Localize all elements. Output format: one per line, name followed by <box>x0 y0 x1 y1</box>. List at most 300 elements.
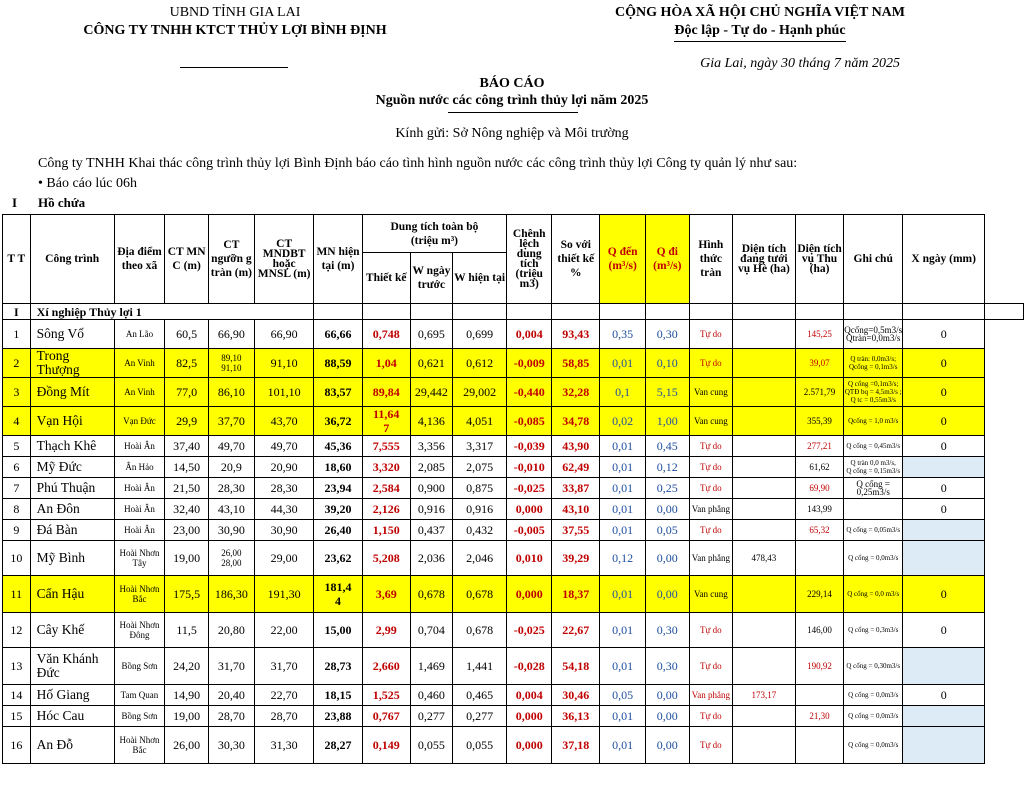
cell-he: 173,17 <box>733 685 796 706</box>
cell-wnt: 0,678 <box>410 576 452 613</box>
cell-x: 0 <box>903 576 985 613</box>
cell-chenh: -0,009 <box>507 349 552 378</box>
cell-he <box>733 457 796 478</box>
cell-tt: 3 <box>3 378 31 407</box>
cell-wht: 1,441 <box>453 648 507 685</box>
cell-ctmndbt: 44,30 <box>254 499 314 520</box>
cell-wht: 0,432 <box>453 520 507 541</box>
cell-ctmndbt: 28,30 <box>254 478 314 499</box>
national-motto: Độc lập - Tự do - Hạnh phúc <box>674 22 845 42</box>
cell-thu: 143,99 <box>795 499 844 520</box>
cell-chenh: -0,039 <box>507 436 552 457</box>
cell-so: 93,43 <box>552 320 600 349</box>
cell-ctnt: 30,30 <box>208 727 254 764</box>
cell-qden: 0,35 <box>600 320 646 349</box>
cell-place: Hoài Ân <box>114 436 165 457</box>
cell-note: Q cống = 0,0m3/s <box>844 706 903 727</box>
cell-ctmnc: 37,40 <box>165 436 209 457</box>
cell-wht: 0,465 <box>453 685 507 706</box>
cell-wnt: 3,356 <box>410 436 452 457</box>
col-mn: MN hiện tại (m) <box>314 215 362 304</box>
report-subtitle-text: Nguồn nước các công trình thủy lợi năm 2025 <box>375 93 649 108</box>
cell-he: 478,43 <box>733 541 796 576</box>
cell-note: Q tràn 0,0 m3/s, Q cống = 0,15m3/s <box>844 457 903 478</box>
cell-chenh: 0,010 <box>507 541 552 576</box>
cell-qdi: 0,45 <box>645 436 689 457</box>
cell-tk: 0,748 <box>362 320 410 349</box>
cell-qden: 0,01 <box>600 457 646 478</box>
cell-qden: 0,01 <box>600 648 646 685</box>
cell-wht: 0,055 <box>453 727 507 764</box>
cell-ctmndbt: 91,10 <box>254 349 314 378</box>
cell-thu: 277,21 <box>795 436 844 457</box>
cell-ctmnc: 26,00 <box>165 727 209 764</box>
cell-thu: 355,39 <box>795 407 844 436</box>
cell-tt: 8 <box>3 499 31 520</box>
cell-tt: 13 <box>3 648 31 685</box>
cell-thu <box>795 541 844 576</box>
cell-he <box>733 499 796 520</box>
cell-thu <box>795 727 844 764</box>
col-ctmnc: CT MN C (m) <box>165 215 209 304</box>
cell-note: Q cống = 0,3m3/s <box>844 613 903 648</box>
cell-wht: 0,916 <box>453 499 507 520</box>
cell-ctmnc: 82,5 <box>165 349 209 378</box>
cell-hinh: Van phẳng <box>689 499 732 520</box>
cell-so: 37,55 <box>552 520 600 541</box>
cell-qdi: 0,12 <box>645 457 689 478</box>
cell-qden: 0,01 <box>600 727 646 764</box>
cell-he <box>733 613 796 648</box>
cell-tt: 4 <box>3 407 31 436</box>
cell-thu: 39,07 <box>795 349 844 378</box>
cell-x <box>903 727 985 764</box>
cell-qdi: 0,00 <box>645 541 689 576</box>
cell-qdi: 0,30 <box>645 613 689 648</box>
cell-qdi: 0,00 <box>645 706 689 727</box>
cell-x <box>903 648 985 685</box>
cell-qden: 0,01 <box>600 520 646 541</box>
cell-mn: 36,72 <box>314 407 362 436</box>
cell-he <box>733 706 796 727</box>
cell-mn: 23,94 <box>314 478 362 499</box>
cell-thu: 69,90 <box>795 478 844 499</box>
cell-tt: 11 <box>3 576 31 613</box>
cell-thu: 21,30 <box>795 706 844 727</box>
col-chenh: Chênh lệch dung tích (triệu m3) <box>507 215 552 304</box>
table-row <box>3 320 1024 349</box>
cell-name: Phú Thuận <box>30 478 114 499</box>
cell-qdi: 0,00 <box>645 576 689 613</box>
cell-so: 32,28 <box>552 378 600 407</box>
col-tk: Thiết kế <box>362 253 410 304</box>
cell-hinh: Tự do <box>689 320 732 349</box>
report-title: BÁO CÁO <box>479 76 545 91</box>
cell-tt: 16 <box>3 727 31 764</box>
cell-tk: 11,64 7 <box>362 407 410 436</box>
col-hinh: Hình thức tràn <box>689 215 732 304</box>
cell-ctmndbt: 66,90 <box>254 320 314 349</box>
cell-qdi: 0,05 <box>645 520 689 541</box>
cell-ctnt: 37,70 <box>208 407 254 436</box>
cell-chenh: 0,004 <box>507 320 552 349</box>
cell-mn: 23,88 <box>314 706 362 727</box>
cell-wnt: 29,442 <box>410 378 452 407</box>
cell-ctnt: 86,10 <box>208 378 254 407</box>
cell-qdi: 0,30 <box>645 648 689 685</box>
section-label: Hồ chứa <box>38 195 86 210</box>
cell-tk: 89,84 <box>362 378 410 407</box>
reservoir-table <box>2 214 1024 764</box>
cell-he <box>733 320 796 349</box>
dung-tich-unit: (triệu m³) <box>410 234 459 247</box>
cell-wht: 0,277 <box>453 706 507 727</box>
cell-thu: 2.571,79 <box>795 378 844 407</box>
cell-ctmndbt: 49,70 <box>254 436 314 457</box>
cell-place: Vạn Đức <box>114 407 165 436</box>
cell-so: 43,10 <box>552 499 600 520</box>
cell-name: Mỹ Đức <box>30 457 114 478</box>
cell-wnt: 1,469 <box>410 648 452 685</box>
report-intro: Công ty TNHH Khai thác công trình thủy lợi Bình Định báo cáo tình hình nguồn nước các công trình thủy lợi Công ty quản lý như sau: <box>38 156 798 171</box>
cell-tt: 5 <box>3 436 31 457</box>
cell-tk: 0,149 <box>362 727 410 764</box>
cell-qden: 0,02 <box>600 407 646 436</box>
report-recipient: Kính gửi: Sở Nông nghiệp và Môi trường <box>395 126 629 141</box>
col-ctnt: CT ngưỡn g tràn (m) <box>208 215 254 304</box>
cell-chenh: -0,028 <box>507 648 552 685</box>
col-ghichu: Ghi chú <box>844 215 903 304</box>
cell-so: 54,18 <box>552 648 600 685</box>
section-heading <box>12 195 85 211</box>
table-row <box>3 648 1024 685</box>
cell-ctmnc: 14,90 <box>165 685 209 706</box>
cell-wht: 3,317 <box>453 436 507 457</box>
cell-tt: 15 <box>3 706 31 727</box>
col-place: Địa điểm theo xã <box>114 215 165 304</box>
cell-ctmndbt: 31,30 <box>254 727 314 764</box>
cell-qden: 0,01 <box>600 499 646 520</box>
cell-hinh: Tự do <box>689 727 732 764</box>
cell-wht: 0,678 <box>453 576 507 613</box>
cell-qden: 0,01 <box>600 613 646 648</box>
cell-tk: 5,208 <box>362 541 410 576</box>
cell-place: Ân Hảo <box>114 457 165 478</box>
cell-tt: 2 <box>3 349 31 378</box>
cell-wht: 4,051 <box>453 407 507 436</box>
cell-wht: 0,612 <box>453 349 507 378</box>
cell-x: 0 <box>903 685 985 706</box>
cell-he <box>733 436 796 457</box>
cell-hinh: Van cung <box>689 407 732 436</box>
cell-wht: 0,875 <box>453 478 507 499</box>
cell-tt: 1 <box>3 320 31 349</box>
col-so: So với thiết kế % <box>552 215 600 304</box>
org-name: CÔNG TY TNHH KTCT THỦY LỢI BÌNH ĐỊNH <box>83 23 387 38</box>
cell-ctnt: 20,9 <box>208 457 254 478</box>
cell-he <box>733 407 796 436</box>
cell-chenh: 0,000 <box>507 499 552 520</box>
cell-he <box>733 378 796 407</box>
cell-note: Q cống = 0,25m3/s <box>844 478 903 499</box>
cell-chenh: -0,005 <box>507 520 552 541</box>
table-row <box>3 576 1024 613</box>
cell-qden: 0,1 <box>600 378 646 407</box>
cell-name: Vạn Hội <box>30 407 114 436</box>
cell-place: Hoài Nhơn Tây <box>114 541 165 576</box>
cell-place: Hoài Ân <box>114 520 165 541</box>
col-dung-tich <box>362 215 507 253</box>
cell-ctmnc: 14,50 <box>165 457 209 478</box>
cell-hinh: Tự do <box>689 648 732 685</box>
cell-place: Bồng Sơn <box>114 706 165 727</box>
cell-so: 39,29 <box>552 541 600 576</box>
cell-ctmnc: 21,50 <box>165 478 209 499</box>
cell-ctnt: 43,10 <box>208 499 254 520</box>
cell-ctnt: 20,40 <box>208 685 254 706</box>
cell-name: Hố Giang <box>30 685 114 706</box>
cell-tk: 1,04 <box>362 349 410 378</box>
cell-tk: 3,69 <box>362 576 410 613</box>
cell-chenh: 0,004 <box>507 685 552 706</box>
cell-place: An Vinh <box>114 378 165 407</box>
cell-note: Q tràn: 0,0m3/s; Qcống = 0,1m3/s <box>844 349 903 378</box>
cell-thu: 61,62 <box>795 457 844 478</box>
report-date: Gia Lai, ngày 30 tháng 7 năm 2025 <box>700 56 900 71</box>
cell-qdi: 0,30 <box>645 320 689 349</box>
cell-qdi: 0,25 <box>645 478 689 499</box>
cell-name: Đá Bàn <box>30 520 114 541</box>
cell-chenh: 0,000 <box>507 706 552 727</box>
organization-header <box>60 4 410 40</box>
cell-hinh: Van cung <box>689 378 732 407</box>
col-qdi: Q đi (m³/s) <box>645 215 689 304</box>
cell-ctmndbt: 22,70 <box>254 685 314 706</box>
cell-chenh: 0,000 <box>507 727 552 764</box>
cell-note: Q cống = 0,30m3/s <box>844 648 903 685</box>
table-row <box>3 520 1024 541</box>
cell-qden: 0,01 <box>600 436 646 457</box>
col-x: X ngày (mm) <box>903 215 985 304</box>
cell-wnt: 0,460 <box>410 685 452 706</box>
cell-qden: 0,01 <box>600 349 646 378</box>
cell-note: Qcống = 1,0 m3/s <box>844 407 903 436</box>
cell-hinh: Van phẳng <box>689 685 732 706</box>
cell-he <box>733 349 796 378</box>
cell-wnt: 2,085 <box>410 457 452 478</box>
group-number: I <box>3 304 31 320</box>
cell-hinh: Van cung <box>689 576 732 613</box>
cell-tk: 2,99 <box>362 613 410 648</box>
cell-ctmndbt: 43,70 <box>254 407 314 436</box>
cell-mn: 26,40 <box>314 520 362 541</box>
section-number: I <box>12 195 18 210</box>
cell-x <box>903 706 985 727</box>
table-row <box>3 407 1024 436</box>
subtitle-underline <box>448 112 578 113</box>
cell-ctmnc: 11,5 <box>165 613 209 648</box>
cell-note: Q cống = 0,45m3/s <box>844 436 903 457</box>
cell-hinh: Tự do <box>689 457 732 478</box>
cell-place: Bồng Sơn <box>114 648 165 685</box>
table-row <box>3 727 1024 764</box>
col-dien-thu: Diện tích vụ Thu (ha) <box>795 215 844 304</box>
table-row <box>3 613 1024 648</box>
table-row <box>3 349 1024 378</box>
cell-so: 18,37 <box>552 576 600 613</box>
cell-qden: 0,01 <box>600 478 646 499</box>
cell-mn: 39,20 <box>314 499 362 520</box>
cell-qden: 0,05 <box>600 685 646 706</box>
col-dien-he: Diện tích đang tưới vụ Hè (ha) <box>733 215 796 304</box>
cell-note: Q cống = 0,0 m3/s <box>844 576 903 613</box>
col-name: Công trình <box>30 215 114 304</box>
cell-mn: 66,66 <box>314 320 362 349</box>
cell-so: 58,85 <box>552 349 600 378</box>
table-row <box>3 457 1024 478</box>
cell-name: Trong Thượng <box>30 349 114 378</box>
cell-ctnt: 66,90 <box>208 320 254 349</box>
cell-note <box>844 499 903 520</box>
cell-note: Q cống = 0,0m3/s <box>844 685 903 706</box>
table-row <box>3 478 1024 499</box>
cell-qdi: 0,00 <box>645 685 689 706</box>
cell-wnt: 0,695 <box>410 320 452 349</box>
cell-x: 0 <box>903 613 985 648</box>
cell-place: Hoài Nhơn Bắc <box>114 576 165 613</box>
cell-wnt: 0,055 <box>410 727 452 764</box>
cell-x: 0 <box>903 407 985 436</box>
cell-wht: 2,046 <box>453 541 507 576</box>
cell-ctnt: 30,90 <box>208 520 254 541</box>
table-row <box>3 685 1024 706</box>
cell-name: Văn Khánh Đức <box>30 648 114 685</box>
cell-wht: 2,075 <box>453 457 507 478</box>
col-wht: W hiện tại <box>453 253 507 304</box>
group-row <box>3 304 1024 320</box>
cell-chenh: -0,085 <box>507 407 552 436</box>
cell-qden: 0,01 <box>600 706 646 727</box>
table-row <box>3 499 1024 520</box>
cell-tk: 7,555 <box>362 436 410 457</box>
cell-tk: 3,320 <box>362 457 410 478</box>
cell-so: 22,67 <box>552 613 600 648</box>
report-time: • Báo cáo lúc 06h <box>38 176 137 191</box>
table-row <box>3 436 1024 457</box>
cell-mn: 88,59 <box>314 349 362 378</box>
cell-ctnt: 49,70 <box>208 436 254 457</box>
cell-qdi: 0,00 <box>645 727 689 764</box>
cell-hinh: Tự do <box>689 478 732 499</box>
cell-ctmnc: 19,00 <box>165 541 209 576</box>
cell-wnt: 0,437 <box>410 520 452 541</box>
cell-mn: 28,27 <box>314 727 362 764</box>
col-wnt: W ngày trước <box>410 253 452 304</box>
cell-so: 43,90 <box>552 436 600 457</box>
cell-mn: 45,36 <box>314 436 362 457</box>
cell-qdi: 0,00 <box>645 499 689 520</box>
cell-hinh: Tự do <box>689 436 732 457</box>
cell-hinh: Tự do <box>689 613 732 648</box>
cell-mn: 18,15 <box>314 685 362 706</box>
cell-mn: 23,62 <box>314 541 362 576</box>
cell-so: 30,46 <box>552 685 600 706</box>
group-label: Xí nghiệp Thủy lợi 1 <box>30 304 314 320</box>
cell-tk: 2,126 <box>362 499 410 520</box>
cell-ctmnc: 23,00 <box>165 520 209 541</box>
col-tt: T T <box>3 215 31 304</box>
cell-note: Q cống =0,1m3/s; QTĐ bq = 4,5m3/s ; Q tc = 0,55m3/s <box>844 378 903 407</box>
cell-ctnt: 28,70 <box>208 706 254 727</box>
cell-note: Q cống = 0,0m3/s <box>844 541 903 576</box>
cell-x: 0 <box>903 378 985 407</box>
table-row <box>3 706 1024 727</box>
cell-mn: 18,60 <box>314 457 362 478</box>
cell-x: 0 <box>903 499 985 520</box>
cell-thu: 146,00 <box>795 613 844 648</box>
cell-place: Hoài Ân <box>114 478 165 499</box>
cell-place: An Vinh <box>114 349 165 378</box>
cell-chenh: -0,025 <box>507 478 552 499</box>
cell-qdi: 0,10 <box>645 349 689 378</box>
cell-name: Thạch Khê <box>30 436 114 457</box>
cell-ctmnc: 77,0 <box>165 378 209 407</box>
cell-wnt: 0,704 <box>410 613 452 648</box>
cell-wnt: 0,916 <box>410 499 452 520</box>
cell-place: Hoài Ân <box>114 499 165 520</box>
cell-chenh: -0,440 <box>507 378 552 407</box>
cell-mn: 181,4 4 <box>314 576 362 613</box>
cell-he <box>733 576 796 613</box>
dung-tich-label: Dung tích toàn bộ <box>390 220 479 233</box>
cell-qden: 0,12 <box>600 541 646 576</box>
cell-x: 0 <box>903 436 985 457</box>
cell-wht: 0,699 <box>453 320 507 349</box>
cell-ctmndbt: 30,90 <box>254 520 314 541</box>
cell-name: Sông Vố <box>30 320 114 349</box>
cell-x: 0 <box>903 349 985 378</box>
nation-header <box>565 4 955 42</box>
cell-ctmnc: 32,40 <box>165 499 209 520</box>
cell-name: Cẩn Hậu <box>30 576 114 613</box>
cell-tk: 2,660 <box>362 648 410 685</box>
col-ctmndbt: CT MNDBT hoặc MNSL (m) <box>254 215 314 304</box>
cell-name: Mỹ Bình <box>30 541 114 576</box>
cell-name: Hóc Cau <box>30 706 114 727</box>
report-subtitle <box>0 93 1024 109</box>
cell-chenh: -0,025 <box>507 613 552 648</box>
cell-qdi: 1,00 <box>645 407 689 436</box>
cell-ctnt: 186,30 <box>208 576 254 613</box>
cell-x <box>903 541 985 576</box>
cell-wnt: 0,900 <box>410 478 452 499</box>
cell-ctnt: 31,70 <box>208 648 254 685</box>
cell-wnt: 4,136 <box>410 407 452 436</box>
cell-he <box>733 727 796 764</box>
cell-mn: 83,57 <box>314 378 362 407</box>
cell-tk: 2,584 <box>362 478 410 499</box>
cell-qdi: 5,15 <box>645 378 689 407</box>
cell-tt: 9 <box>3 520 31 541</box>
cell-tk: 1,150 <box>362 520 410 541</box>
cell-wht: 0,678 <box>453 613 507 648</box>
cell-mn: 28,73 <box>314 648 362 685</box>
cell-tk: 0,767 <box>362 706 410 727</box>
cell-name: An Đôn <box>30 499 114 520</box>
cell-wnt: 2,036 <box>410 541 452 576</box>
cell-thu: 145,25 <box>795 320 844 349</box>
cell-chenh: 0,000 <box>507 576 552 613</box>
